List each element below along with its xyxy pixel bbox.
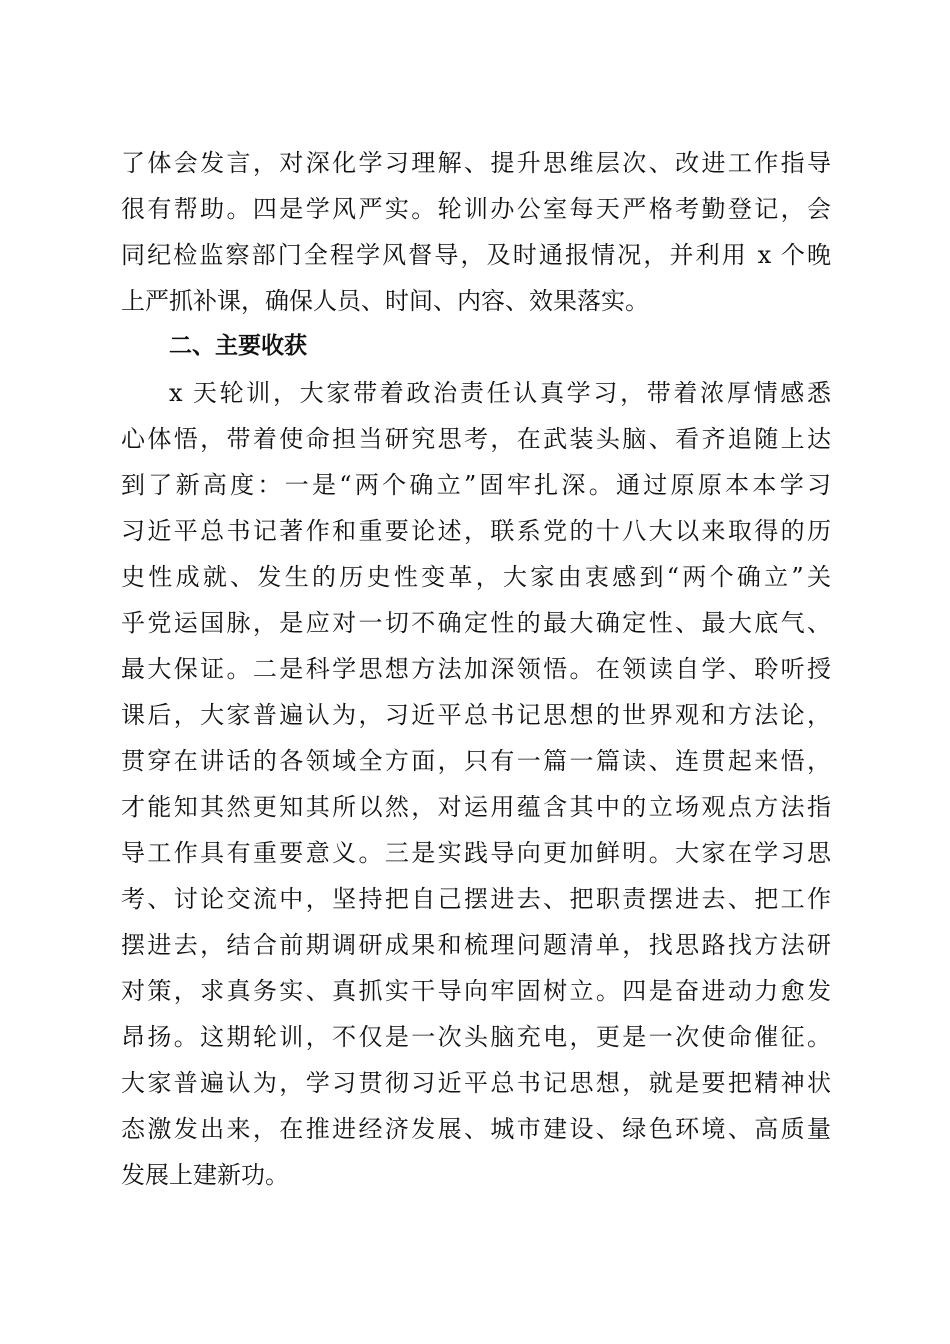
paragraph-2-line-14: 对策，求真务实、真抓实干导向牢固树立。四是奋进动力愈发 (121, 977, 831, 1005)
paragraph-2-line-4: 习近平总书记著作和重要论述，联系党的十八大以来取得的历 (121, 517, 831, 545)
paragraph-1-line-2: 很有帮助。四是学风严实。轮训办公室每天严格考勤登记，会 (121, 195, 831, 223)
paragraph-2-line-3: 到了新高度：一是“两个确立”固牢扎深。通过原原本本学习 (121, 471, 831, 499)
paragraph-2-line-16: 大家普遍认为，学习贯彻习近平总书记思想，就是要把精神状 (121, 1069, 831, 1097)
paragraph-1-line-1: 了体会发言，对深化学习理解、提升思维层次、改进工作指导 (121, 149, 831, 177)
paragraph-1-line-4: 上严抓补课，确保人员、时间、内容、效果落实。 (121, 287, 649, 315)
paragraph-1-line-3: 同纪检监察部门全程学风督导，及时通报情况，并利用 x 个晚 (121, 241, 831, 269)
paragraph-2-line-17: 态激发出来，在推进经济发展、城市建设、绿色环境、高质量 (121, 1115, 831, 1143)
paragraph-2-line-9: 贯穿在讲话的各领域全方面，只有一篇一篇读、连贯起来悟， (121, 747, 831, 775)
paragraph-2-line-2: 心体悟，带着使命担当研究思考，在武装头脑、看齐追随上达 (121, 425, 831, 453)
paragraph-2-line-10: 才能知其然更知其所以然，对运用蕴含其中的立场观点方法指 (121, 793, 831, 821)
paragraph-2-line-7: 最大保证。二是科学思想方法加深领悟。在领读自学、聆听授 (121, 655, 831, 683)
paragraph-2-line-5: 史性成就、发生的历史性变革，大家由衷感到“两个确立”关 (121, 563, 831, 591)
paragraph-2-line-11: 导工作具有重要意义。三是实践导向更加鲜明。大家在学习思 (121, 839, 831, 867)
paragraph-2-line-12: 考、讨论交流中，坚持把自己摆进去、把职责摆进去、把工作 (121, 885, 831, 913)
paragraph-2-line-15: 昂扬。这期轮训，不仅是一次头脑充电，更是一次使命催征。 (121, 1023, 831, 1051)
paragraph-2-line-6: 乎党运国脉，是应对一切不确定性的最大确定性、最大底气、 (121, 609, 831, 637)
paragraph-2-line-13: 摆进去，结合前期调研成果和梳理问题清单，找思路找方法研 (121, 931, 831, 959)
paragraph-2-line-8: 课后，大家普遍认为，习近平总书记思想的世界观和方法论， (121, 701, 831, 729)
paragraph-2-line-18: 发展上建新功。 (121, 1161, 289, 1189)
section-heading: 二、主要收获 (169, 333, 307, 359)
paragraph-2-line-1: x 天轮训，大家带着政治责任认真学习，带着浓厚情感悉 (169, 379, 831, 407)
